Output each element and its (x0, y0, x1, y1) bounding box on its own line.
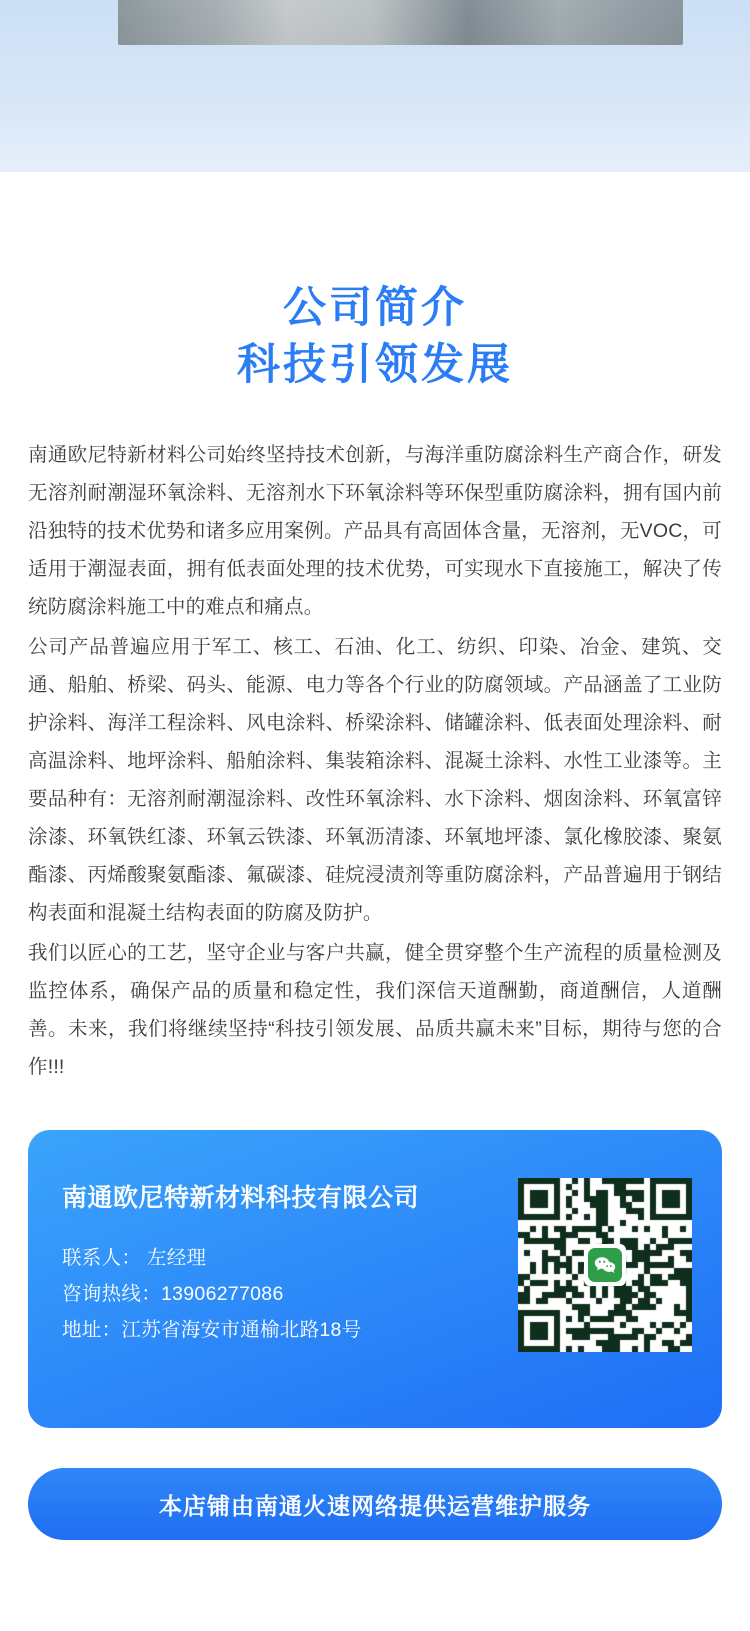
paragraph: 南通欧尼特新材料公司始终坚持技术创新，与海洋重防腐涂料生产商合作，研发无溶剂耐潮湿环氧涂料、无溶剂水下环氧涂料等环保型重防腐涂料，拥有国内前沿独特的技术优势和诸多应用案例。产品具有高固体含量，无溶剂，无VOC，可适用于潮湿表面，拥有低表面处理的技术优势，可实现水下直接施工，解决了传统防腐涂料施工中的难点和痛点。 (28, 444, 722, 619)
title-line-2: 科技引领发展 (237, 341, 513, 390)
page-title (0, 280, 750, 394)
contact-details (62, 1178, 419, 1348)
company-name: 南通欧尼特新材料科技有限公司 (62, 1184, 420, 1213)
bridge-construction-photo (118, 0, 683, 45)
hero-gradient-fade (0, 120, 750, 172)
hero-banner (0, 0, 750, 172)
contact-hotline[interactable]: 咨询热线：13906277086 (62, 1283, 284, 1306)
contact-person: 联系人： 左经理 (62, 1247, 207, 1270)
title-line-1: 公司简介 (283, 284, 467, 332)
wechat-logo-icon (584, 1244, 626, 1286)
contact-card (28, 1130, 722, 1428)
footer-service-bar[interactable]: 本店铺由南通火速网络提供运营维护服务 (28, 1468, 722, 1540)
paragraph: 公司产品普遍应用于军工、核工、石油、化工、纺织、印染、冶金、建筑、交通、船舶、桥梁、码头、能源、电力等各个行业的防腐领域。产品涵盖了工业防护涂料、海洋工程涂料、风电涂料、桥梁涂料、储罐涂料、低表面处理涂料、耐高温涂料、地坪涂料、船舶涂料、集装箱涂料、混凝土涂料、水性工业漆等。主要品种有：无溶剂耐潮湿涂料、改性环氧涂料、水下涂料、烟囱涂料、环氧富锌涂漆、环氧铁红漆、环氧云铁漆、环氧沥清漆、环氧地坪漆、氯化橡胶漆、聚氨酯漆、丙烯酸聚氨酯漆、氟碳漆、硅烷浸渍剂等重防腐涂料，产品普遍用于钢结构表面和混凝土结构表面的防腐及防护。 (28, 636, 722, 925)
contact-address: 地址：江苏省海安市通榆北路18号 (62, 1319, 362, 1342)
paragraph: 我们以匠心的工艺，坚守企业与客户共赢，健全贯穿整个生产流程的质量检测及监控体系，确保产品的质量和稳定性，我们深信天道酬勤，商道酬信，人道酬善。未来，我们将继续坚持“科技引领发展、品质共赢未来”目标，期待与您的合作!!! (28, 942, 722, 1079)
wechat-qr-code[interactable] (518, 1178, 692, 1352)
company-introduction (28, 436, 722, 1086)
